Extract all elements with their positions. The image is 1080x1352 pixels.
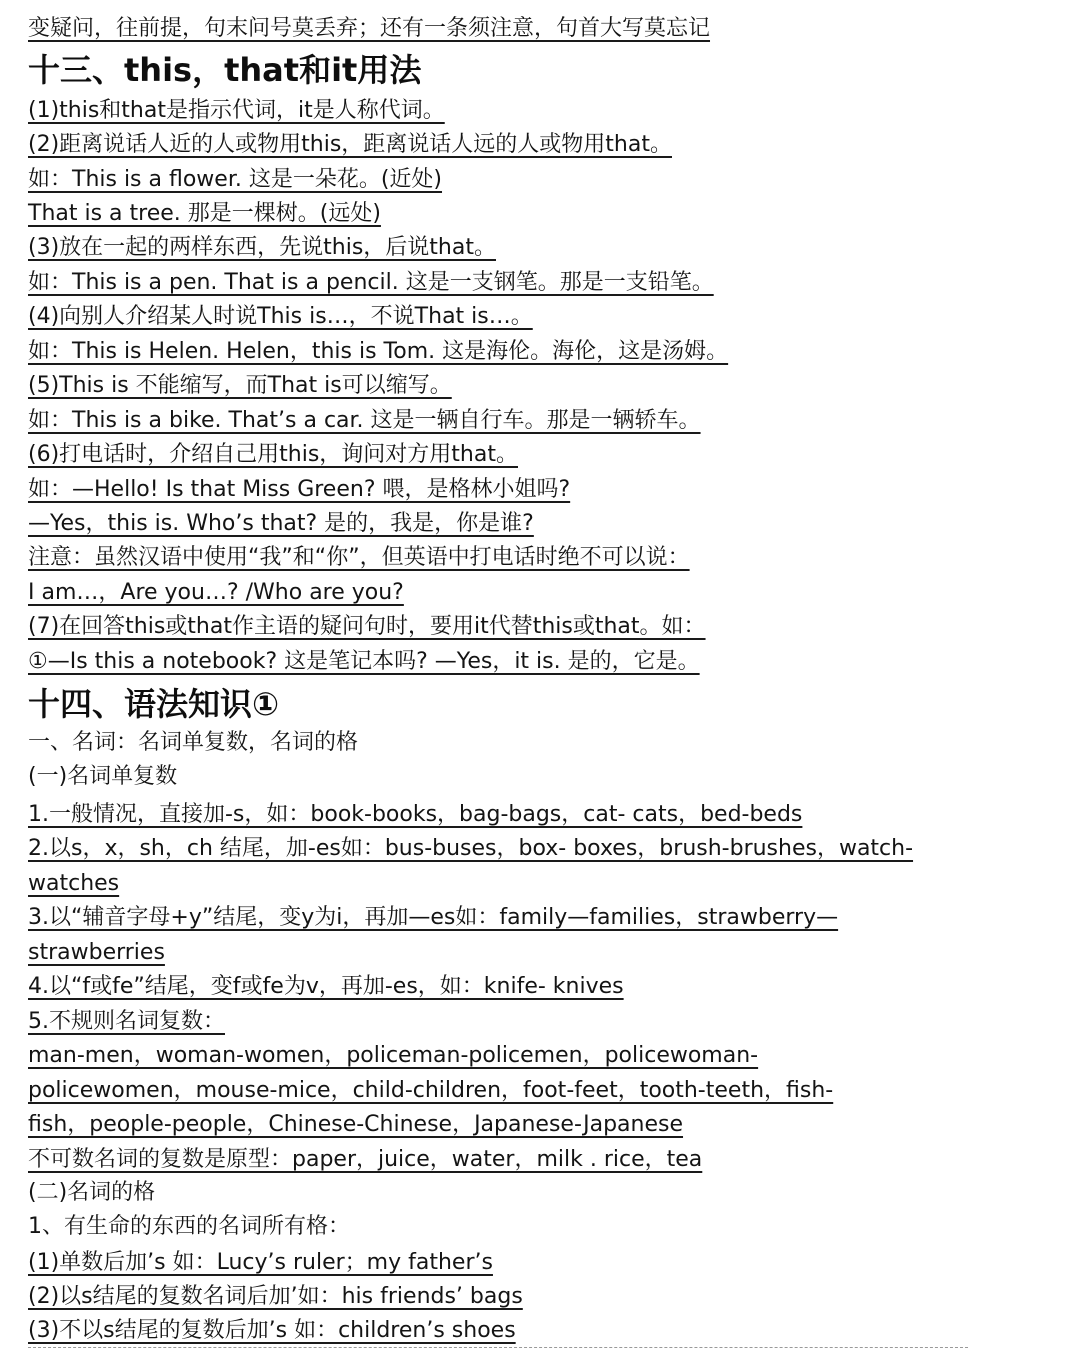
text-line: 如：—Hello! Is that Miss Green? 喂，是格林小姐吗? [28,477,571,502]
text-line: (3)不以s结尾的复数后加’s 如：children’s shoes [28,1318,516,1343]
text-line-question-rule: 变疑问，往前提，句末问号莫丢弃；还有一条须注意，句首大写莫忘记 [28,16,711,41]
text-line: 不可数名词的复数是原型：paper，juice，water，milk . rice，tea [28,1147,703,1172]
text-line: (2)距离说话人近的人或物用this，距离说话人远的人或物用that。 [28,132,672,157]
text-line: 如：This is a pen. That is a pencil. 这是一支钢笔。那是一支铅笔。 [28,270,714,295]
text-line: (3)放在一起的两样东西，先说this，后说that。 [28,235,496,260]
text-line: That is a tree. 那是一棵树。(远处) [28,201,381,226]
subheading-possessive: (二)名词的格 [28,1180,156,1205]
subheading-nouns: 一、名词：名词单复数，名词的格 [28,730,359,755]
text-line: (2)以s结尾的复数名词后加’如：his friends’ bags [28,1284,523,1309]
text-line: 如：This is a bike. That’s a car. 这是一辆自行车。那是一辆轿车。 [28,408,701,433]
text-line: watches [28,871,120,896]
text-line: 注意：虽然汉语中使用“我”和“你”，但英语中打电话时绝不可以说： [28,545,690,570]
text-line: 如：This is Helen. Helen，this is Tom. 这是海伦。海伦，这是汤姆。 [28,339,729,364]
text-line: (7)在回答this或that作主语的疑问句时，要用it代替this或that。如： [28,614,706,639]
text-line: fish，people-people，Chinese-Chinese，Japanese-Japanese [28,1112,684,1137]
text-line: —Yes，this is. Who’s that? 是的，我是，你是谁? [28,511,534,536]
text-line: 3.以“辅音字母+y”结尾，变y为i，再加—es如：family—families，strawberry— [28,905,839,930]
text-line: I am…，Are you…? /Who are you? [28,580,404,605]
text-line: strawberries [28,940,165,965]
cut-off-line [28,1347,968,1348]
section-heading-14: 十四、语法知识① [28,685,280,723]
text-line: (5)This is 不能缩写，而That is可以缩写。 [28,373,452,398]
text-line: (4)向别人介绍某人时说This is…，不说That is…。 [28,304,533,329]
text-line: (6)打电话时，介绍自己用this，询问对方用that。 [28,442,518,467]
text-line: 1、有生命的东西的名词所有格： [28,1214,350,1239]
subheading-plural: (一)名词单复数 [28,764,178,789]
text-line: policewomen，mouse-mice，child-children，foot-feet，tooth-teeth，fish- [28,1078,834,1103]
section-heading-13: 十三、this，that和it用法 [28,51,422,89]
text-line: (1)this和that是指示代词，it是人称代词。 [28,98,445,123]
text-line: 如：This is a flower. 这是一朵花。(近处) [28,167,443,192]
text-line: 4.以“f或fe”结尾，变f或fe为v，再加-es，如：knife- knives [28,974,624,999]
text-line: 5.不规则名词复数： [28,1009,225,1034]
text-line: man-men，woman-women，policeman-policemen，policewoman- [28,1043,759,1068]
text-line: (1)单数后加’s 如：Lucy’s ruler；my father’s [28,1250,493,1275]
text-line: 2.以s，x，sh，ch 结尾，加-es如：bus-buses，box- boxes，brush-brushes，watch- [28,836,914,861]
text-line: ①—Is this a notebook? 这是笔记本吗? —Yes，it is. 是的，它是。 [28,649,700,674]
text-line: 1.一般情况，直接加-s，如：book-books，bag-bags，cat- cats，bed-beds [28,802,803,827]
